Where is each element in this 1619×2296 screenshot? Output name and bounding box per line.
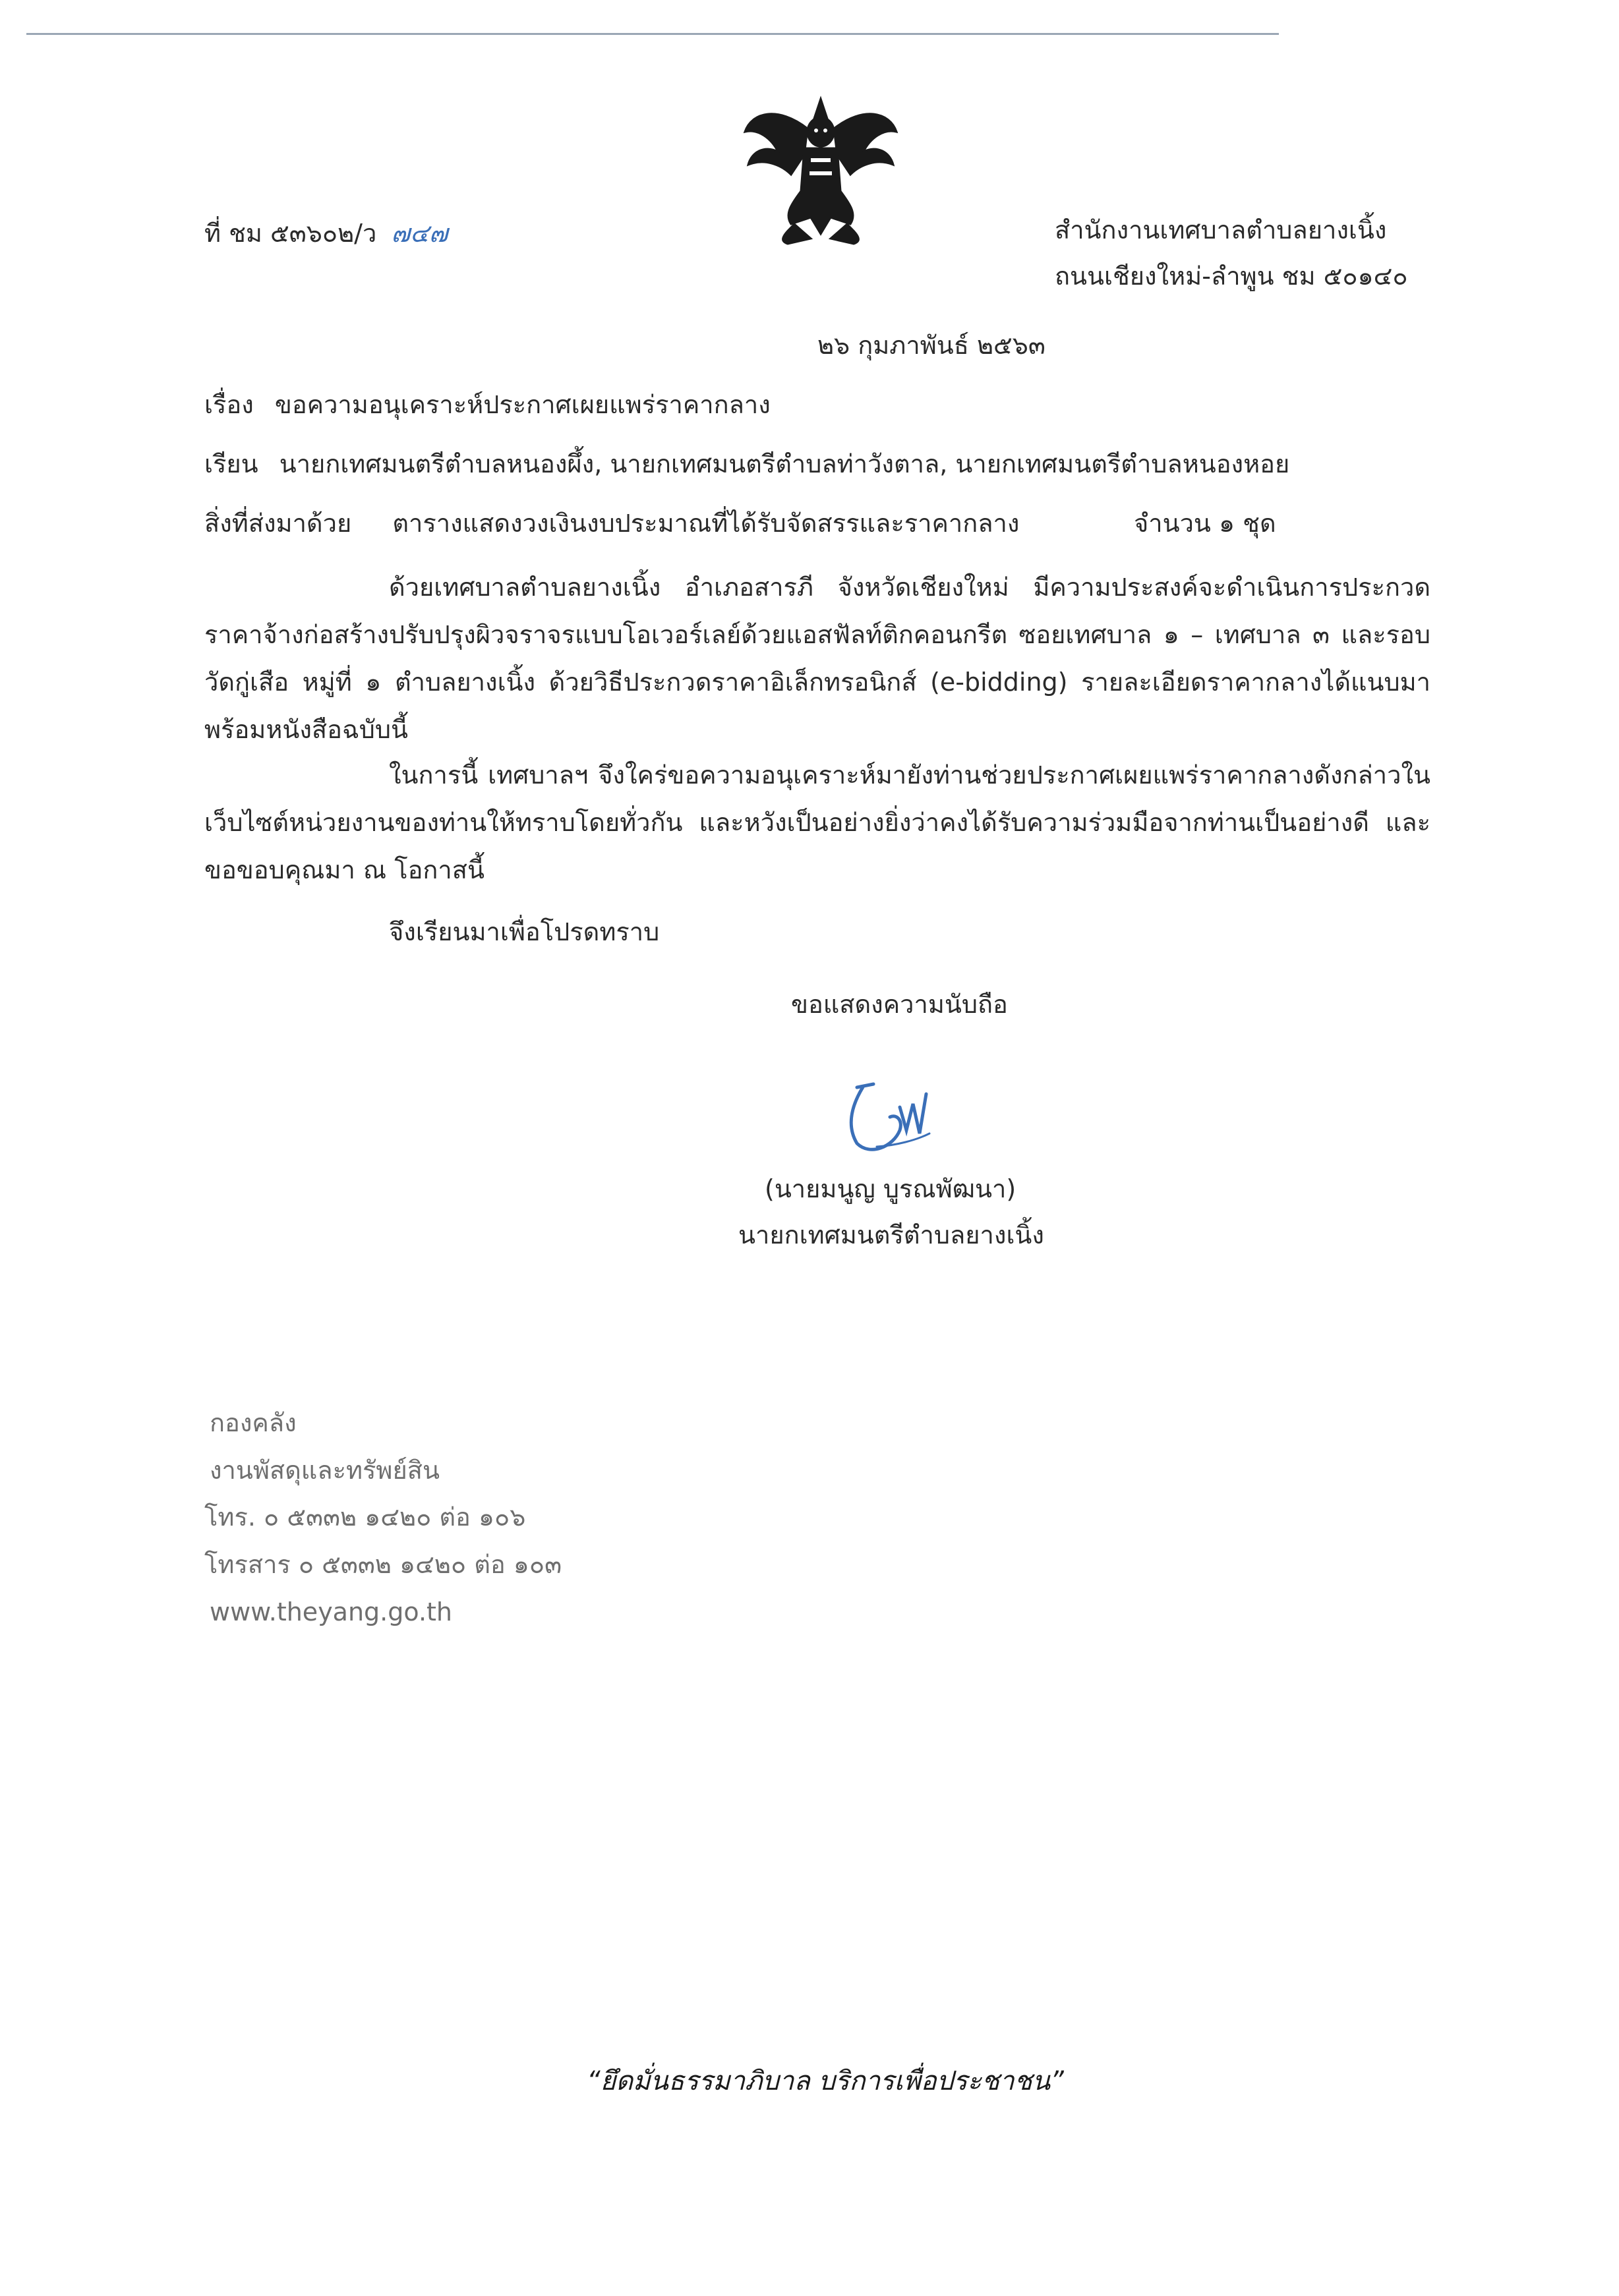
office-name: สำนักงานเทศบาลตำบลยางเนิ้ง <box>1055 215 1387 244</box>
recipient-text: นายกเทศมนตรีตำบลหนองผึ้ง, นายกเทศมนตรีตำบลท่าวังตาล, นายกเทศมนตรีตำบลหนองหอย <box>279 449 1290 478</box>
enclosure-line <box>204 511 1019 536</box>
reference-number <box>204 221 448 246</box>
footer-division: กองคลัง <box>210 1408 297 1437</box>
footer-motto: “ยึดมั่นธรรมาภิบาล บริการเพื่อประชาชน” <box>587 2066 1064 2096</box>
body-paragraph-3: จึงเรียนมาเพื่อโปรดทราบ <box>389 917 660 946</box>
enclosure-label: สิ่งที่ส่งมาด้วย <box>204 509 352 538</box>
signer-position: นายกเทศมนตรีตำบลยางเนิ้ง <box>738 1220 1044 1249</box>
signer-name: (นายมนูญ บูรณพัฒนา) <box>765 1174 1016 1203</box>
reference-prefix: ที่ ชม ๕๓๖๐๒/ว <box>204 219 377 248</box>
footer-website[interactable]: www.theyang.go.th <box>210 1597 453 1626</box>
enclosure-text: ตารางแสดงวงเงินงบประมาณที่ได้รับจัดสรรและราคากลาง <box>392 509 1020 538</box>
recipient-label: เรียน <box>204 449 258 478</box>
reference-handwritten-number: ๗๔๗ <box>391 219 448 248</box>
top-rule <box>26 33 1279 35</box>
body-paragraph-2 <box>204 751 1430 894</box>
garuda-emblem-icon <box>732 92 910 250</box>
footer-fax: โทรสาร ๐ ๕๓๓๒ ๑๔๒๐ ต่อ ๑๐๓ <box>204 1550 562 1579</box>
letter-date: ๒๖ กุมภาพันธ์ ๒๕๖๓ <box>817 331 1045 360</box>
subject-text: ขอความอนุเคราะห์ประกาศเผยแพร่ราคากลาง <box>274 390 771 419</box>
enclosure-quantity: จำนวน ๑ ชุด <box>1134 509 1276 538</box>
body-paragraph-2-text: ในการนี้ เทศบาลฯ จึงใคร่ขอความอนุเคราะห์มายังท่านช่วยประกาศเผยแพร่ราคากลางดังกล่าวในเว็บไซต์หน่วยงานของท่านให้ทราบโดยทั่วกัน และหวังเป็นอย่างยิ่งว่าคงได้รับความร่วมมือจากท่านเป็นอย่างดี และขอขอบคุณมา ณ โอกาสนี้ <box>204 761 1430 884</box>
footer-phone: โทร. ๐ ๕๓๓๒ ๑๔๒๐ ต่อ ๑๐๖ <box>204 1503 526 1532</box>
subject-line <box>204 392 771 417</box>
recipient-line <box>204 451 1289 476</box>
handwritten-signature <box>837 1068 943 1160</box>
subject-label: เรื่อง <box>204 390 254 419</box>
closing-salutation: ขอแสดงความนับถือ <box>791 990 1008 1019</box>
footer-section: งานพัสดุและทรัพย์สิน <box>210 1456 440 1485</box>
body-paragraph-1-text: ด้วยเทศบาลตำบลยางเนิ้ง อำเภอสารภี จังหวัดเชียงใหม่ มีความประสงค์จะดำเนินการประกวดราคาจ้างก่อสร้างปรับปรุงผิวจราจรแบบโอเวอร์เลย์ด้วยแอสฟัลท์ติกคอนกรีต ซอยเทศบาล ๑ – เทศบาล ๓ และรอบวัดกู่เสือ หมู่ที่ ๑ ตำบลยางเนิ้ง ด้วยวิธีประกวดราคาอิเล็กทรอนิกส์ (e-bidding) รายละเอียดราคากลางได้แนบมาพร้อมหนังสือฉบับนี้ <box>204 573 1430 744</box>
office-address: ถนนเชียงใหม่-ลำพูน ชม ๕๐๑๔๐ <box>1055 262 1408 291</box>
body-paragraph-1 <box>204 563 1430 753</box>
